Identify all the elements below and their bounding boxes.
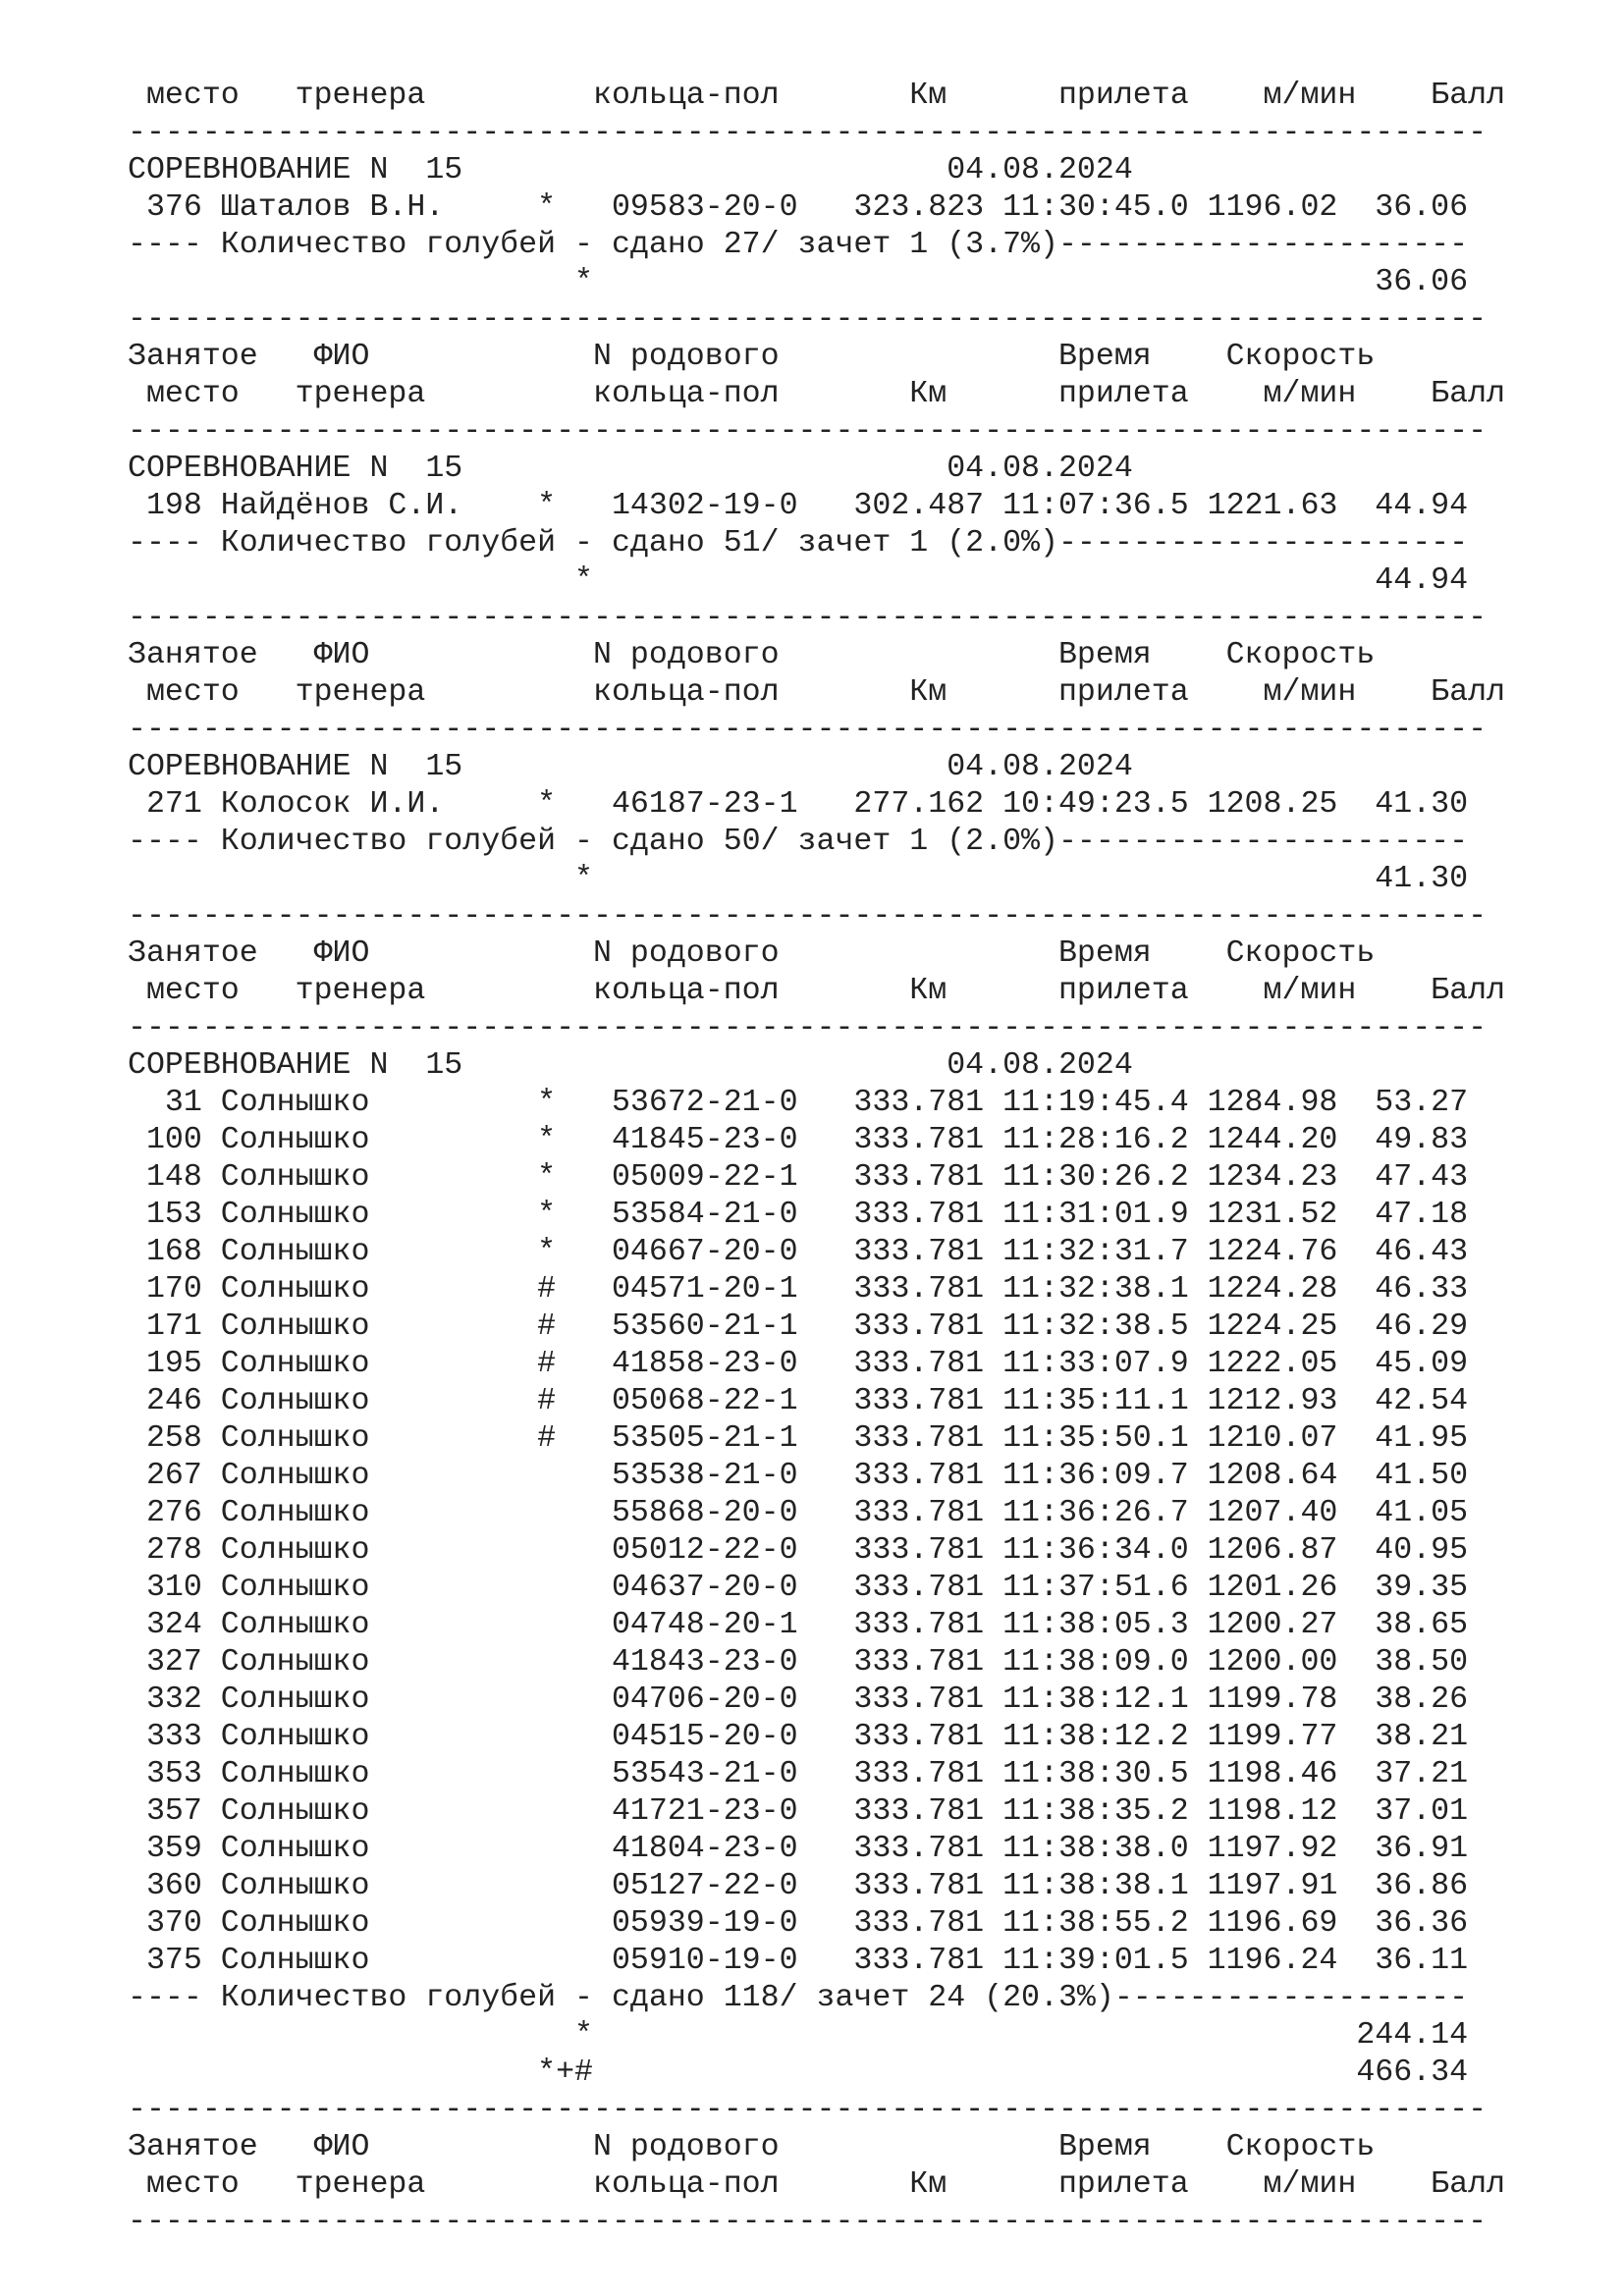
result-row: 153 Солнышко * 53584-21-0 333.781 11:31:01.9 1231.52 47.18 <box>128 1198 1469 1232</box>
separator-line: ------------------------------------------------------------------------- <box>128 2205 1488 2239</box>
result-row: 267 Солнышко 53538-21-0 333.781 11:36:09.7 1208.64 41.50 <box>128 1459 1469 1493</box>
separator-line: ------------------------------------------------------------------------- <box>128 116 1488 150</box>
result-row: 195 Солнышко # 41858-23-0 333.781 11:33:07.9 1222.05 45.09 <box>128 1347 1469 1381</box>
separator-line: ------------------------------------------------------------------------- <box>128 1011 1488 1045</box>
pigeon-count-summary-line: ---- Количество голубей - сдано 27/ зачет 1 (3.7%)---------------------- <box>128 228 1469 262</box>
result-row: 278 Солнышко 05012-22-0 333.781 11:36:34.0 1206.87 40.95 <box>128 1533 1469 1568</box>
column-header-line: место тренера кольца-пол Км прилета м/мин Балл <box>128 974 1505 1008</box>
separator-line: ------------------------------------------------------------------------- <box>128 713 1488 747</box>
competition-header-line: СОРЕВНОВАНИЕ N 15 04.08.2024 <box>128 452 1133 486</box>
column-header-line: место тренера кольца-пол Км прилета м/мин Балл <box>128 2167 1505 2202</box>
column-header-line: Занятое ФИО N родового Время Скорость <box>128 638 1376 672</box>
points-total-line: * 44.94 <box>128 563 1469 598</box>
competition-results-printout <box>128 78 1505 2241</box>
result-row: 359 Солнышко 41804-23-0 333.781 11:38:38.0 1197.92 36.91 <box>128 1832 1469 1866</box>
result-row: 353 Солнышко 53543-21-0 333.781 11:38:30.5 1198.46 37.21 <box>128 1757 1469 1791</box>
result-row: 276 Солнышко 55868-20-0 333.781 11:36:26.7 1207.40 41.05 <box>128 1496 1469 1530</box>
column-header-line: место тренера кольца-пол Км прилета м/мин Балл <box>128 377 1505 411</box>
result-row: 100 Солнышко * 41845-23-0 333.781 11:28:16.2 1244.20 49.83 <box>128 1123 1469 1157</box>
result-row: 332 Солнышко 04706-20-0 333.781 11:38:12.1 1199.78 38.26 <box>128 1682 1469 1717</box>
result-row: 357 Солнышко 41721-23-0 333.781 11:38:35.2 1198.12 37.01 <box>128 1794 1469 1829</box>
result-row: 376 Шаталов В.Н. * 09583-20-0 323.823 11:30:45.0 1196.02 36.06 <box>128 190 1469 225</box>
result-row: 258 Солнышко # 53505-21-1 333.781 11:35:50.1 1210.07 41.95 <box>128 1421 1469 1456</box>
competition-header-line: СОРЕВНОВАНИЕ N 15 04.08.2024 <box>128 750 1133 784</box>
separator-line: ------------------------------------------------------------------------- <box>128 2093 1488 2127</box>
column-header-line: место тренера кольца-пол Км прилета м/мин Балл <box>128 79 1505 113</box>
result-row: 324 Солнышко 04748-20-1 333.781 11:38:05.3 1200.27 38.65 <box>128 1608 1469 1642</box>
competition-header-line: СОРЕВНОВАНИЕ N 15 04.08.2024 <box>128 1048 1133 1083</box>
result-row: 31 Солнышко * 53672-21-0 333.781 11:19:45.4 1284.98 53.27 <box>128 1086 1469 1120</box>
pigeon-count-summary-line: ---- Количество голубей - сдано 51/ зачет 1 (2.0%)---------------------- <box>128 526 1469 561</box>
result-row: 271 Колосок И.И. * 46187-23-1 277.162 10:49:23.5 1208.25 41.30 <box>128 787 1469 822</box>
column-header-line: Занятое ФИО N родового Время Скорость <box>128 2130 1376 2164</box>
separator-line: ------------------------------------------------------------------------- <box>128 302 1488 337</box>
separator-line: ------------------------------------------------------------------------- <box>128 601 1488 635</box>
points-total-line: * 244.14 <box>128 2018 1469 2053</box>
column-header-line: Занятое ФИО N родового Время Скорость <box>128 340 1376 374</box>
pigeon-count-summary-line: ---- Количество голубей - сдано 118/ зачет 24 (20.3%)------------------- <box>128 1981 1469 2015</box>
result-row: 246 Солнышко # 05068-22-1 333.781 11:35:11.1 1212.93 42.54 <box>128 1384 1469 1418</box>
result-row: 333 Солнышко 04515-20-0 333.781 11:38:12.2 1199.77 38.21 <box>128 1720 1469 1754</box>
points-total-line: * 41.30 <box>128 862 1469 896</box>
result-row: 168 Солнышко * 04667-20-0 333.781 11:32:31.7 1224.76 46.43 <box>128 1235 1469 1269</box>
result-row: 198 Найдёнов С.И. * 14302-19-0 302.487 11:07:36.5 1221.63 44.94 <box>128 489 1469 523</box>
result-row: 310 Солнышко 04637-20-0 333.781 11:37:51.6 1201.26 39.35 <box>128 1571 1469 1605</box>
competition-header-line: СОРЕВНОВАНИЕ N 15 04.08.2024 <box>128 153 1133 187</box>
result-row: 370 Солнышко 05939-19-0 333.781 11:38:55.2 1196.69 36.36 <box>128 1906 1469 1941</box>
separator-line: ------------------------------------------------------------------------- <box>128 899 1488 934</box>
result-row: 170 Солнышко # 04571-20-1 333.781 11:32:38.1 1224.28 46.33 <box>128 1272 1469 1307</box>
result-row: 327 Солнышко 41843-23-0 333.781 11:38:09.0 1200.00 38.50 <box>128 1645 1469 1680</box>
result-row: 375 Солнышко 05910-19-0 333.781 11:39:01.5 1196.24 36.11 <box>128 1944 1469 1978</box>
column-header-line: Занятое ФИО N родового Время Скорость <box>128 936 1376 971</box>
result-row: 148 Солнышко * 05009-22-1 333.781 11:30:26.2 1234.23 47.43 <box>128 1160 1469 1195</box>
separator-line: ------------------------------------------------------------------------- <box>128 414 1488 449</box>
column-header-line: место тренера кольца-пол Км прилета м/мин Балл <box>128 675 1505 710</box>
result-row: 171 Солнышко # 53560-21-1 333.781 11:32:38.5 1224.25 46.29 <box>128 1309 1469 1344</box>
points-total-line: * 36.06 <box>128 265 1469 299</box>
points-total-line: *+# 466.34 <box>128 2056 1469 2090</box>
pigeon-count-summary-line: ---- Количество голубей - сдано 50/ зачет 1 (2.0%)---------------------- <box>128 825 1469 859</box>
result-row: 360 Солнышко 05127-22-0 333.781 11:38:38.1 1197.91 36.86 <box>128 1869 1469 1903</box>
